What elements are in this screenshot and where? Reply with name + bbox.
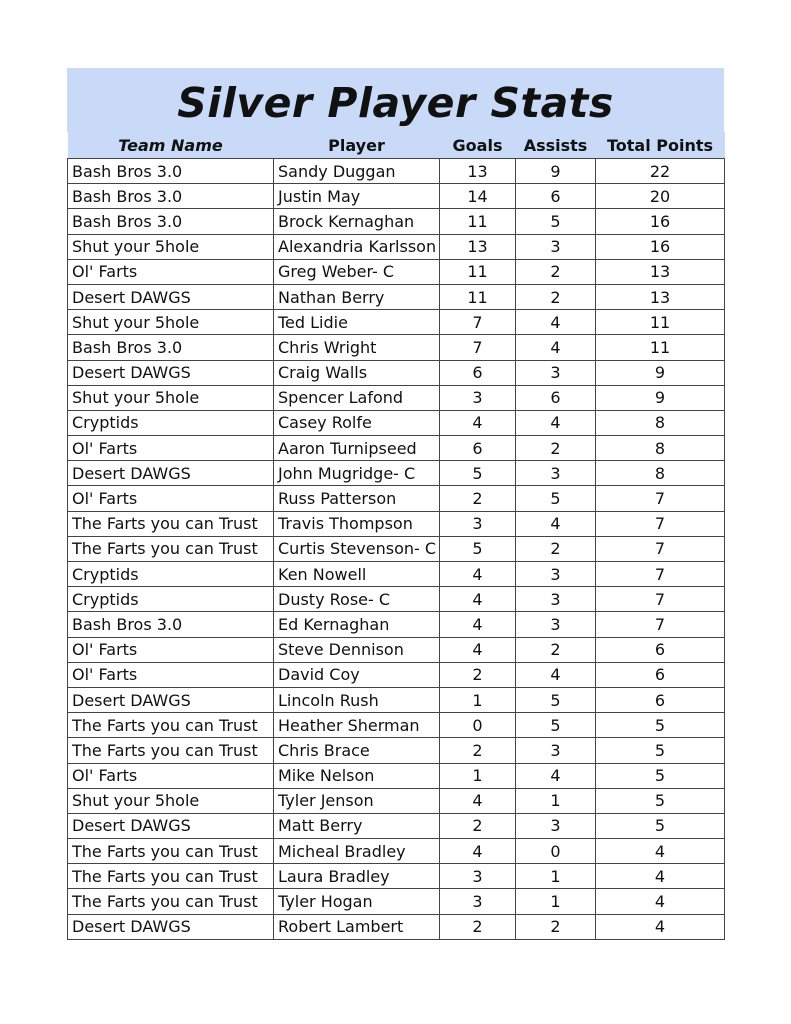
table-row: [68, 436, 725, 461]
assists-cell: 2: [516, 536, 596, 561]
goals-cell: 2: [440, 662, 516, 687]
table-row: [68, 637, 725, 662]
team-name-cell: Ol' Farts: [68, 763, 274, 788]
team-name-cell: The Farts you can Trust: [68, 839, 274, 864]
team-name-cell: Ol' Farts: [68, 637, 274, 662]
goals-cell: 6: [440, 360, 516, 385]
assists-cell: 1: [516, 864, 596, 889]
team-name-cell: Shut your 5hole: [68, 385, 274, 410]
assists-cell: 3: [516, 813, 596, 838]
player-cell: Aaron Turnipseed: [274, 436, 440, 461]
total-points-cell: 4: [596, 839, 725, 864]
total-points-cell: 7: [596, 536, 725, 561]
assists-cell: 3: [516, 738, 596, 763]
header-goals: Goals: [440, 132, 516, 159]
goals-cell: 13: [440, 234, 516, 259]
goals-cell: 3: [440, 864, 516, 889]
team-name-cell: The Farts you can Trust: [68, 889, 274, 914]
total-points-cell: 6: [596, 637, 725, 662]
goals-cell: 11: [440, 209, 516, 234]
player-cell: Ken Nowell: [274, 562, 440, 587]
table-row: [68, 612, 725, 637]
team-name-cell: Shut your 5hole: [68, 310, 274, 335]
table-row: [68, 713, 725, 738]
team-name-cell: Desert DAWGS: [68, 914, 274, 939]
goals-cell: 3: [440, 511, 516, 536]
goals-cell: 4: [440, 410, 516, 435]
total-points-cell: 11: [596, 335, 725, 360]
header-team-name: Team Name: [68, 132, 274, 159]
assists-cell: 5: [516, 209, 596, 234]
goals-cell: 7: [440, 335, 516, 360]
total-points-cell: 4: [596, 864, 725, 889]
assists-cell: 2: [516, 284, 596, 309]
goals-cell: 2: [440, 738, 516, 763]
table-row: [68, 310, 725, 335]
goals-cell: 1: [440, 687, 516, 712]
player-cell: Steve Dennison: [274, 637, 440, 662]
assists-cell: 5: [516, 687, 596, 712]
table-row: [68, 788, 725, 813]
total-points-cell: 9: [596, 360, 725, 385]
table-row: [68, 889, 725, 914]
total-points-cell: 5: [596, 738, 725, 763]
team-name-cell: The Farts you can Trust: [68, 511, 274, 536]
assists-cell: 3: [516, 461, 596, 486]
total-points-cell: 6: [596, 662, 725, 687]
team-name-cell: The Farts you can Trust: [68, 738, 274, 763]
header-assists: Assists: [516, 132, 596, 159]
goals-cell: 4: [440, 788, 516, 813]
player-cell: Spencer Lafond: [274, 385, 440, 410]
player-cell: Casey Rolfe: [274, 410, 440, 435]
team-name-cell: The Farts you can Trust: [68, 713, 274, 738]
goals-cell: 4: [440, 612, 516, 637]
table-row: [68, 410, 725, 435]
assists-cell: 4: [516, 662, 596, 687]
goals-cell: 2: [440, 813, 516, 838]
goals-cell: 3: [440, 889, 516, 914]
team-name-cell: Bash Bros 3.0: [68, 209, 274, 234]
assists-cell: 2: [516, 436, 596, 461]
player-cell: Ed Kernaghan: [274, 612, 440, 637]
total-points-cell: 8: [596, 461, 725, 486]
goals-cell: 2: [440, 486, 516, 511]
team-name-cell: Desert DAWGS: [68, 461, 274, 486]
total-points-cell: 7: [596, 486, 725, 511]
total-points-cell: 8: [596, 436, 725, 461]
assists-cell: 4: [516, 310, 596, 335]
player-cell: Craig Walls: [274, 360, 440, 385]
stats-sheet: [67, 68, 724, 940]
total-points-cell: 4: [596, 914, 725, 939]
table-row: [68, 738, 725, 763]
table-row: [68, 914, 725, 939]
table-row: [68, 562, 725, 587]
total-points-cell: 7: [596, 562, 725, 587]
table-row: [68, 864, 725, 889]
team-name-cell: Cryptids: [68, 410, 274, 435]
table-row: [68, 511, 725, 536]
goals-cell: 2: [440, 914, 516, 939]
player-cell: Heather Sherman: [274, 713, 440, 738]
player-cell: Greg Weber- C: [274, 259, 440, 284]
goals-cell: 14: [440, 184, 516, 209]
total-points-cell: 5: [596, 763, 725, 788]
header-player: Player: [274, 132, 440, 159]
goals-cell: 5: [440, 536, 516, 561]
header-row: [68, 132, 725, 159]
player-cell: Robert Lambert: [274, 914, 440, 939]
assists-cell: 4: [516, 511, 596, 536]
assists-cell: 4: [516, 335, 596, 360]
team-name-cell: Desert DAWGS: [68, 687, 274, 712]
table-row: [68, 839, 725, 864]
table-row: [68, 461, 725, 486]
assists-cell: 3: [516, 612, 596, 637]
player-cell: Chris Wright: [274, 335, 440, 360]
player-cell: David Coy: [274, 662, 440, 687]
team-name-cell: Cryptids: [68, 562, 274, 587]
goals-cell: 4: [440, 562, 516, 587]
player-cell: Ted Lidie: [274, 310, 440, 335]
goals-cell: 4: [440, 637, 516, 662]
goals-cell: 5: [440, 461, 516, 486]
total-points-cell: 7: [596, 511, 725, 536]
total-points-cell: 16: [596, 234, 725, 259]
assists-cell: 0: [516, 839, 596, 864]
total-points-cell: 8: [596, 410, 725, 435]
team-name-cell: Desert DAWGS: [68, 813, 274, 838]
assists-cell: 3: [516, 234, 596, 259]
player-cell: Nathan Berry: [274, 284, 440, 309]
total-points-cell: 7: [596, 612, 725, 637]
assists-cell: 3: [516, 562, 596, 587]
assists-cell: 3: [516, 587, 596, 612]
assists-cell: 4: [516, 410, 596, 435]
player-cell: Lincoln Rush: [274, 687, 440, 712]
assists-cell: 6: [516, 385, 596, 410]
total-points-cell: 16: [596, 209, 725, 234]
team-name-cell: Bash Bros 3.0: [68, 184, 274, 209]
table-row: [68, 259, 725, 284]
assists-cell: 5: [516, 486, 596, 511]
assists-cell: 2: [516, 914, 596, 939]
table-body: [68, 159, 725, 940]
player-cell: Micheal Bradley: [274, 839, 440, 864]
player-cell: Tyler Hogan: [274, 889, 440, 914]
table-row: [68, 486, 725, 511]
table-row: [68, 234, 725, 259]
assists-cell: 1: [516, 889, 596, 914]
team-name-cell: Desert DAWGS: [68, 360, 274, 385]
total-points-cell: 22: [596, 159, 725, 184]
team-name-cell: Ol' Farts: [68, 486, 274, 511]
team-name-cell: Ol' Farts: [68, 259, 274, 284]
goals-cell: 13: [440, 159, 516, 184]
player-cell: Dusty Rose- C: [274, 587, 440, 612]
player-stats-table: [67, 132, 725, 940]
table-row: [68, 209, 725, 234]
total-points-cell: 5: [596, 813, 725, 838]
assists-cell: 2: [516, 259, 596, 284]
player-cell: Tyler Jenson: [274, 788, 440, 813]
total-points-cell: 5: [596, 713, 725, 738]
player-cell: Alexandria Karlsson: [274, 234, 440, 259]
player-cell: Curtis Stevenson- C: [274, 536, 440, 561]
table-row: [68, 687, 725, 712]
player-cell: Russ Patterson: [274, 486, 440, 511]
player-cell: Mike Nelson: [274, 763, 440, 788]
team-name-cell: Bash Bros 3.0: [68, 612, 274, 637]
player-cell: John Mugridge- C: [274, 461, 440, 486]
team-name-cell: Bash Bros 3.0: [68, 335, 274, 360]
table-row: [68, 385, 725, 410]
table-row: [68, 587, 725, 612]
table-row: [68, 284, 725, 309]
team-name-cell: Ol' Farts: [68, 436, 274, 461]
table-row: [68, 335, 725, 360]
goals-cell: 4: [440, 839, 516, 864]
assists-cell: 9: [516, 159, 596, 184]
table-row: [68, 763, 725, 788]
table-row: [68, 536, 725, 561]
goals-cell: 11: [440, 284, 516, 309]
goals-cell: 11: [440, 259, 516, 284]
goals-cell: 1: [440, 763, 516, 788]
team-name-cell: Ol' Farts: [68, 662, 274, 687]
team-name-cell: The Farts you can Trust: [68, 536, 274, 561]
total-points-cell: 6: [596, 687, 725, 712]
assists-cell: 2: [516, 637, 596, 662]
table-row: [68, 360, 725, 385]
sheet-title: Silver Player Stats: [67, 68, 724, 132]
goals-cell: 6: [440, 436, 516, 461]
total-points-cell: 13: [596, 284, 725, 309]
total-points-cell: 4: [596, 889, 725, 914]
team-name-cell: Shut your 5hole: [68, 234, 274, 259]
total-points-cell: 9: [596, 385, 725, 410]
total-points-cell: 13: [596, 259, 725, 284]
goals-cell: 0: [440, 713, 516, 738]
player-cell: Matt Berry: [274, 813, 440, 838]
goals-cell: 7: [440, 310, 516, 335]
team-name-cell: The Farts you can Trust: [68, 864, 274, 889]
table-row: [68, 662, 725, 687]
team-name-cell: Shut your 5hole: [68, 788, 274, 813]
table-row: [68, 184, 725, 209]
total-points-cell: 11: [596, 310, 725, 335]
team-name-cell: Cryptids: [68, 587, 274, 612]
goals-cell: 4: [440, 587, 516, 612]
team-name-cell: Desert DAWGS: [68, 284, 274, 309]
player-cell: Travis Thompson: [274, 511, 440, 536]
player-cell: Chris Brace: [274, 738, 440, 763]
assists-cell: 3: [516, 360, 596, 385]
header-total-points: Total Points: [596, 132, 725, 159]
assists-cell: 1: [516, 788, 596, 813]
total-points-cell: 20: [596, 184, 725, 209]
player-cell: Justin May: [274, 184, 440, 209]
assists-cell: 5: [516, 713, 596, 738]
total-points-cell: 7: [596, 587, 725, 612]
table-row: [68, 159, 725, 184]
player-cell: Sandy Duggan: [274, 159, 440, 184]
goals-cell: 3: [440, 385, 516, 410]
table-row: [68, 813, 725, 838]
total-points-cell: 5: [596, 788, 725, 813]
team-name-cell: Bash Bros 3.0: [68, 159, 274, 184]
player-cell: Brock Kernaghan: [274, 209, 440, 234]
assists-cell: 6: [516, 184, 596, 209]
assists-cell: 4: [516, 763, 596, 788]
player-cell: Laura Bradley: [274, 864, 440, 889]
